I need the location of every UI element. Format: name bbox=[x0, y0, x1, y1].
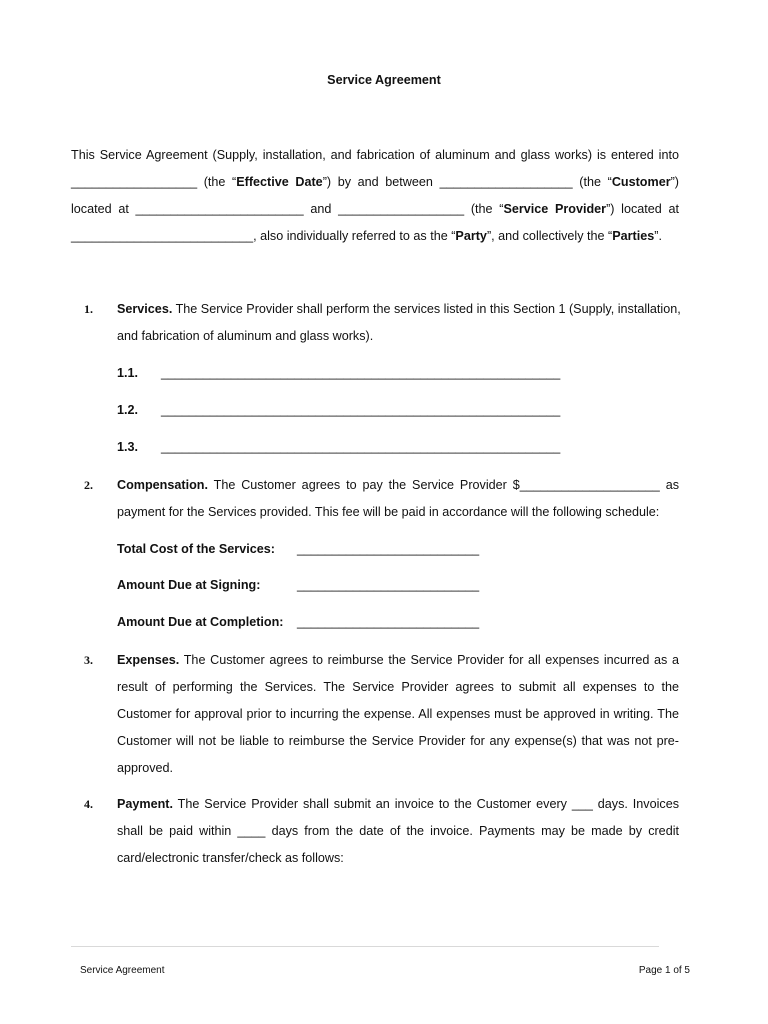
compensation-amount-blank[interactable]: ____________________ bbox=[519, 478, 660, 492]
service-item-1-number: 1.1. bbox=[117, 366, 139, 380]
section-2-line-1 bbox=[117, 472, 679, 499]
intro-text: located at bbox=[71, 202, 136, 216]
service-item-2-blank[interactable]: _________________________________________________________ bbox=[161, 403, 561, 417]
intro-line-1: This Service Agreement (Supply, installation, and fabrication of aluminum and glass works) is entered into bbox=[71, 148, 679, 162]
customer-blank[interactable]: ___________________ bbox=[439, 175, 573, 189]
intro-text: ”) bbox=[670, 175, 679, 189]
effective-date-term: Effective Date bbox=[236, 175, 323, 189]
section-4-payment bbox=[117, 791, 679, 872]
section-2-heading: Compensation. bbox=[117, 478, 208, 492]
service-item-1-blank[interactable]: _________________________________________________________ bbox=[161, 366, 561, 380]
section-3-expenses bbox=[117, 647, 679, 782]
section-3-line-5: approved. bbox=[117, 761, 174, 775]
intro-text: (the “ bbox=[197, 175, 237, 189]
invoice-frequency-blank[interactable]: ___ bbox=[571, 797, 593, 811]
amount-due-completion-label: Amount Due at Completion: bbox=[117, 615, 284, 629]
section-3-line-1 bbox=[117, 647, 679, 674]
intro-text: ”) by and between bbox=[322, 175, 440, 189]
section-3-line-2: result of performing the Services. The Service Provider agrees to submit all expenses to the bbox=[117, 680, 679, 694]
intro-line-2 bbox=[71, 169, 679, 196]
section-4-text: days from the date of the invoice. Payments may be made by credit bbox=[265, 824, 679, 838]
service-provider-blank[interactable]: __________________ bbox=[338, 202, 465, 216]
section-3-heading: Expenses. bbox=[117, 653, 180, 667]
section-2-number: 2. bbox=[84, 478, 93, 492]
section-3-number: 3. bbox=[84, 653, 93, 667]
service-item-2-number: 1.2. bbox=[117, 403, 139, 417]
footer-document-name: Service Agreement bbox=[80, 965, 165, 976]
section-2-compensation bbox=[117, 472, 679, 526]
payment-days-blank[interactable]: ____ bbox=[237, 824, 266, 838]
intro-text: , also individually referred to as the “ bbox=[253, 229, 456, 243]
section-1-line-1 bbox=[117, 296, 679, 323]
intro-text: (the “ bbox=[464, 202, 504, 216]
section-3-line-3: Customer for approval prior to incurring the expense. All expenses must be approved in writing. The bbox=[117, 707, 679, 721]
section-4-line-2 bbox=[117, 818, 679, 845]
customer-term: Customer bbox=[611, 175, 671, 189]
service-item-3-blank[interactable]: _________________________________________________________ bbox=[161, 440, 561, 454]
intro-text: and bbox=[303, 202, 339, 216]
total-cost-blank[interactable]: __________________________ bbox=[297, 542, 480, 556]
footer-divider bbox=[71, 946, 659, 947]
party-term: Party bbox=[455, 229, 487, 243]
section-4-number: 4. bbox=[84, 797, 93, 811]
amount-due-signing-label: Amount Due at Signing: bbox=[117, 578, 261, 592]
effective-date-blank[interactable]: __________________ bbox=[71, 175, 198, 189]
amount-due-signing-blank[interactable]: __________________________ bbox=[297, 578, 480, 592]
section-1-services bbox=[117, 296, 679, 350]
service-provider-term: Service Provider bbox=[503, 202, 607, 216]
section-4-text: The Service Provider shall submit an invoice to the Customer every bbox=[173, 797, 572, 811]
section-2-text: as bbox=[659, 478, 679, 492]
intro-paragraph bbox=[71, 142, 679, 250]
intro-line-4 bbox=[71, 223, 679, 250]
intro-line-3 bbox=[71, 196, 679, 223]
section-1-text: The Service Provider shall perform the services listed in this Section 1 (Supply, installation, bbox=[172, 302, 681, 316]
section-4-text: shall be paid within bbox=[117, 824, 238, 838]
section-4-line-1 bbox=[117, 791, 679, 818]
intro-text: ”) located at bbox=[606, 202, 679, 216]
footer-page-number: Page 1 of 5 bbox=[638, 965, 690, 976]
section-2-line-2: payment for the Services provided. This fee will be paid in accordance will the following schedule: bbox=[117, 505, 660, 519]
service-item-3-number: 1.3. bbox=[117, 440, 139, 454]
intro-text: (the “ bbox=[572, 175, 612, 189]
section-3-text: The Customer agrees to reimburse the Service Provider for all expenses incurred as a bbox=[179, 653, 679, 667]
section-1-line-2: and fabrication of aluminum and glass works). bbox=[117, 329, 374, 343]
section-1-number: 1. bbox=[84, 302, 93, 316]
section-4-text: days. Invoices bbox=[592, 797, 679, 811]
total-cost-label: Total Cost of the Services: bbox=[117, 542, 275, 556]
parties-term: Parties bbox=[612, 229, 655, 243]
service-provider-location-blank[interactable]: __________________________ bbox=[71, 229, 254, 243]
section-4-line-3: card/electronic transfer/check as follows: bbox=[117, 851, 344, 865]
section-1-heading: Services. bbox=[117, 302, 173, 316]
section-2-text: The Customer agrees to pay the Service Provider $ bbox=[207, 478, 520, 492]
intro-text: ”, and collectively the “ bbox=[486, 229, 613, 243]
intro-text: ”. bbox=[654, 229, 662, 243]
customer-location-blank[interactable]: ________________________ bbox=[135, 202, 304, 216]
section-3-line-4: Customer will not be liable to reimburse the Service Provider for any expense(s) that was not pre- bbox=[117, 734, 679, 748]
document-title: Service Agreement bbox=[327, 73, 441, 87]
section-4-heading: Payment. bbox=[117, 797, 173, 811]
amount-due-completion-blank[interactable]: __________________________ bbox=[297, 615, 480, 629]
